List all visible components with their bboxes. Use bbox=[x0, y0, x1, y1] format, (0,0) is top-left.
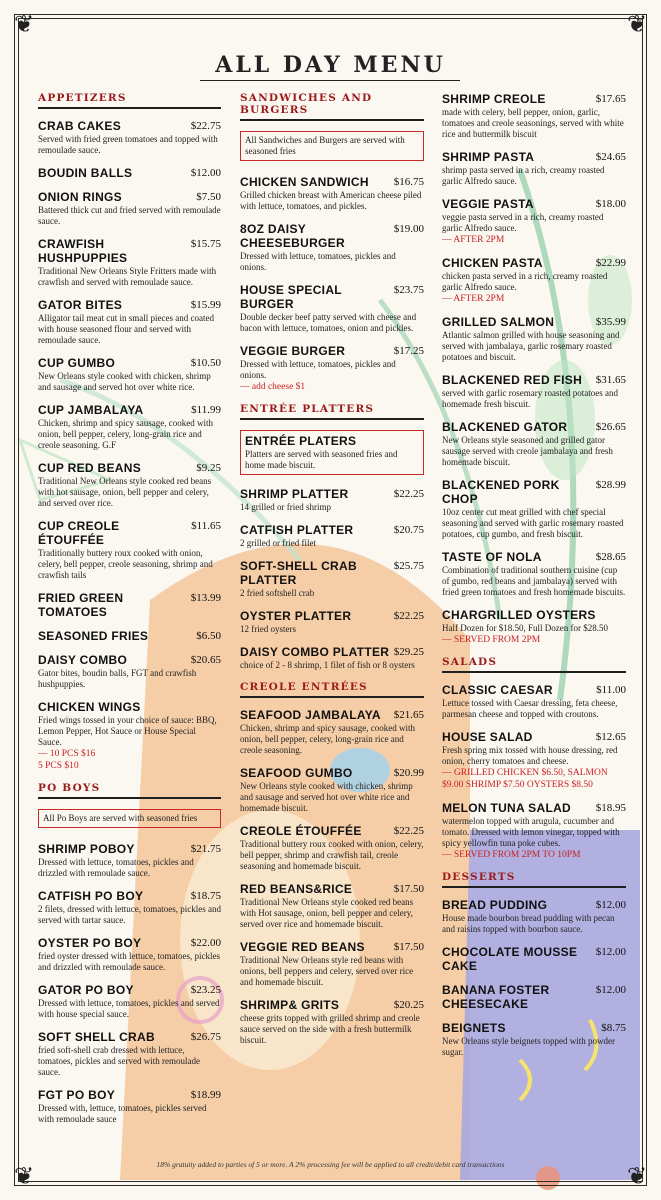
section-heading: SANDWICHES AND BURGERS bbox=[240, 92, 424, 121]
item-description: chicken pasta served in a rich, creamy roasted garlic Alfredo sauce. bbox=[442, 271, 608, 292]
item-note: — SERVED FROM 2PM bbox=[442, 635, 541, 645]
item-header bbox=[38, 461, 221, 475]
item-description: Chicken, shrimp and spicy sausage, cooked with onion, bell pepper, celery, long-grain rice and creole seasoning. G.F bbox=[38, 418, 213, 450]
item-header bbox=[240, 344, 424, 358]
item-header bbox=[240, 175, 424, 189]
item-name: VEGGIE BURGER bbox=[240, 344, 346, 358]
item-header bbox=[38, 356, 221, 370]
item-price: $20.65 bbox=[190, 654, 221, 666]
item-description: New Orleans style beignets topped with powder sugar. bbox=[442, 1036, 615, 1057]
item-header bbox=[240, 645, 424, 659]
item-name: VEGGIE PASTA bbox=[442, 197, 534, 211]
item-header bbox=[240, 222, 424, 250]
item-name: BANANA FOSTER CHEESECAKE bbox=[442, 983, 550, 1011]
item-header bbox=[442, 92, 626, 106]
item-note: — GRILLED CHICKEN $6.50, SALMON $9.00 SHRIMP $7.50 OYSTERS $8.50 bbox=[442, 768, 608, 790]
menu-item bbox=[38, 166, 221, 180]
item-name: SEASONED FRIES bbox=[38, 629, 149, 643]
item-description: House made bourbon bread pudding with pecan and raisins topped with bourbon sauce. bbox=[442, 913, 615, 934]
item-price: $10.50 bbox=[190, 357, 221, 369]
footer-note: 18% gratuity added to parties of 5 or more. A 2% processing fee will be applied to all credit/debit card transactions bbox=[156, 1160, 505, 1169]
item-note: — 10 PCS $16 bbox=[38, 749, 96, 759]
item-description: Half Dozen for $18.50, Full Dozen for $28.50 bbox=[442, 623, 608, 633]
item-description: New Orleans style cooked with chicken, shrimp and sausage and served hot over white rice and homemade biscuit. bbox=[240, 781, 413, 813]
item-name: BLACKENED GATOR bbox=[442, 420, 568, 434]
item-name: CUP CREOLE ÉTOUFFÉE bbox=[38, 519, 120, 547]
item-header bbox=[442, 315, 626, 329]
item-name: CHICKEN PASTA bbox=[442, 256, 543, 270]
item-price: $9.25 bbox=[196, 462, 221, 474]
item-name: CHICKEN WINGS bbox=[38, 700, 141, 714]
item-price: $15.75 bbox=[190, 238, 221, 250]
item-description: Traditionally buttery roux cooked with onion, celery, bell pepper, creole seasoning, shrimp and crawfish tails bbox=[38, 548, 213, 580]
item-header bbox=[38, 629, 221, 643]
menu-item bbox=[240, 283, 424, 334]
item-header bbox=[38, 591, 221, 619]
item-name: HOUSE SPECIAL BURGER bbox=[240, 283, 342, 311]
item-name: CATFISH PO BOY bbox=[38, 889, 144, 903]
item-description: Dressed with lettuce, tomatoes, pickles and drizzled with remoulade sauce. bbox=[38, 857, 194, 878]
item-header bbox=[442, 1021, 626, 1035]
section-heading: ENTRÉE PLATTERS bbox=[240, 403, 424, 420]
menu-item bbox=[442, 683, 626, 720]
item-price: $23.25 bbox=[190, 984, 221, 996]
item-header bbox=[240, 998, 424, 1012]
menu-item bbox=[442, 197, 626, 246]
item-price: $22.99 bbox=[595, 257, 626, 269]
item-description: fried oyster dressed with lettuce, tomatoes, pickles and drizzled with remoulade sauce. bbox=[38, 951, 220, 972]
item-name: CUP GUMBO bbox=[38, 356, 116, 370]
menu-section bbox=[240, 92, 424, 393]
menu-item bbox=[240, 175, 424, 212]
item-description: 2 fried softshell crab bbox=[240, 588, 315, 598]
menu-item bbox=[442, 945, 626, 973]
menu-item bbox=[240, 645, 424, 671]
item-description: cheese grits topped with grilled shrimp and creole sauce served on the side with a fresh buttermilk biscuit. bbox=[240, 1013, 420, 1045]
item-name: CRAWFISH HUSHPUPPIES bbox=[38, 237, 128, 265]
item-header bbox=[442, 983, 626, 1011]
menu-item bbox=[38, 461, 221, 509]
item-header bbox=[38, 166, 221, 180]
item-price: $35.99 bbox=[595, 316, 626, 328]
menu-title: ALL DAY MENU bbox=[215, 52, 446, 78]
item-description: Gator bites, boudin balls, FGT and crawfish hushpuppies. bbox=[38, 668, 197, 689]
item-name: SHRIMP PLATTER bbox=[240, 487, 349, 501]
item-price: $18.95 bbox=[595, 802, 626, 814]
item-price: $11.99 bbox=[191, 404, 221, 416]
item-price: $16.75 bbox=[393, 176, 424, 188]
item-name: SEAFOOD GUMBO bbox=[240, 766, 353, 780]
item-header bbox=[240, 559, 424, 587]
item-name: DAISY COMBO PLATTER bbox=[240, 645, 390, 659]
menu-item bbox=[442, 801, 626, 861]
item-description: 14 grilled or fried shrimp bbox=[240, 502, 331, 512]
item-header bbox=[38, 889, 221, 903]
menu-item bbox=[442, 608, 626, 646]
item-price: $12.00 bbox=[190, 167, 221, 179]
item-header bbox=[38, 936, 221, 950]
item-price: $22.25 bbox=[393, 825, 424, 837]
item-price: $17.65 bbox=[595, 93, 626, 105]
menu-item bbox=[38, 356, 221, 393]
item-header bbox=[240, 523, 424, 537]
menu-item bbox=[38, 983, 221, 1020]
menu-section bbox=[38, 92, 221, 772]
menu-item bbox=[240, 609, 424, 635]
item-name: BLACKENED PORK CHOP bbox=[442, 478, 560, 506]
item-header bbox=[38, 700, 221, 714]
menu-item bbox=[442, 315, 626, 363]
menu-item bbox=[240, 222, 424, 273]
item-price: $28.99 bbox=[595, 479, 626, 491]
item-header bbox=[442, 730, 626, 744]
item-description: watermelon topped with arugula, cucumber and tomato. Dressed with lemon vinegar, topped with spicy yellowfin tuna poke cubes. bbox=[442, 816, 620, 848]
item-description: Chicken, shrimp and spicy sausage, cooked with onion, bell pepper, celery, long-grain rice and creole seasoning. bbox=[240, 723, 415, 755]
item-name: SHRIMP& GRITS bbox=[240, 998, 340, 1012]
item-header bbox=[38, 653, 221, 667]
menu-item bbox=[38, 653, 221, 690]
item-price: $15.99 bbox=[190, 299, 221, 311]
item-note: — AFTER 2PM bbox=[442, 235, 505, 245]
item-description: Lettuce tossed with Caesar dressing, feta cheese, parmesan cheese and topped with croutons. bbox=[442, 698, 618, 719]
menu-item bbox=[240, 559, 424, 599]
item-price: $22.75 bbox=[190, 120, 221, 132]
menu-section bbox=[240, 681, 424, 1046]
item-header bbox=[38, 1030, 221, 1044]
menu-item bbox=[38, 889, 221, 926]
section-heading: DESSERTS bbox=[442, 871, 626, 888]
menu-item bbox=[442, 373, 626, 410]
menu-section bbox=[240, 403, 424, 671]
item-price: $17.25 bbox=[393, 345, 424, 357]
item-name: CUP JAMBALAYA bbox=[38, 403, 144, 417]
item-description: Served with fried green tomatoes and topped with remoulade sauce. bbox=[38, 134, 218, 155]
item-description: Traditional New Orleans style cooked red beans with hot sausage, onion, bell pepper and celery, and served over rice. bbox=[38, 476, 212, 508]
item-description: Fried wings tossed in your choice of sauce: BBQ, Lemon Pepper, Hot Sauce or House Special Sauce. bbox=[38, 715, 217, 747]
item-name: SOFT-SHELL CRAB PLATTER bbox=[240, 559, 357, 587]
menu-item bbox=[38, 237, 221, 288]
item-price: $18.99 bbox=[190, 1089, 221, 1101]
item-name: BOUDIN BALLS bbox=[38, 166, 133, 180]
corner-ornament-icon: ❦ bbox=[13, 10, 35, 38]
section-heading: CREOLE ENTRÉES bbox=[240, 681, 424, 698]
item-price: $20.25 bbox=[393, 999, 424, 1011]
item-name: RED BEANS&RICE bbox=[240, 882, 353, 896]
item-name: SOFT SHELL CRAB bbox=[38, 1030, 155, 1044]
menu-item bbox=[442, 478, 626, 540]
item-price: $11.65 bbox=[191, 520, 221, 532]
item-description: Traditional New Orleans style cooked red beans with Hot sausage, onion, bell pepper and celery, served over rice and homemade biscuit. bbox=[240, 897, 414, 929]
item-header bbox=[442, 550, 626, 564]
item-note: — AFTER 2PM bbox=[442, 294, 505, 304]
item-header bbox=[240, 940, 424, 954]
item-price: $21.65 bbox=[393, 709, 424, 721]
item-name: BEIGNETS bbox=[442, 1021, 506, 1035]
item-name: MELON TUNA SALAD bbox=[442, 801, 572, 815]
item-header bbox=[38, 403, 221, 417]
item-description: Atlantic salmon grilled with house seasoning and served with jambalaya, garlic rosemary roasted potatoes and biscuit. bbox=[442, 330, 620, 362]
item-description: Double decker beef patty served with cheese and bacon with lettuce, tomatoes, onion and pickles. bbox=[240, 312, 417, 333]
item-header bbox=[38, 237, 221, 265]
menu-item bbox=[442, 550, 626, 598]
menu-item bbox=[240, 824, 424, 872]
menu-item bbox=[240, 882, 424, 930]
item-price: $17.50 bbox=[393, 941, 424, 953]
item-name: CLASSIC CAESAR bbox=[442, 683, 553, 697]
menu-item bbox=[240, 998, 424, 1046]
item-name: DAISY COMBO bbox=[38, 653, 128, 667]
item-description: New Orleans style seasoned and grilled gator sausage served with creole jambalaya and fresh homemade biscuit. bbox=[442, 435, 613, 467]
menu-item bbox=[240, 766, 424, 814]
item-header bbox=[442, 608, 626, 622]
section-heading: PO BOYS bbox=[38, 782, 221, 799]
item-price: $28.65 bbox=[595, 551, 626, 563]
menu-section bbox=[442, 92, 626, 646]
item-description: Dressed with lettuce, tomatoes, pickles and onions. bbox=[240, 359, 396, 380]
menu-item bbox=[442, 1021, 626, 1058]
menu-item bbox=[38, 629, 221, 643]
item-header bbox=[442, 197, 626, 211]
menu-item bbox=[38, 1088, 221, 1125]
item-note: — SERVED FROM 2PM TO 10PM bbox=[442, 850, 581, 860]
item-name: FGT PO BOY bbox=[38, 1088, 116, 1102]
corner-ornament-icon: ❦ bbox=[626, 10, 648, 38]
item-header bbox=[442, 420, 626, 434]
item-name: VEGGIE RED BEANS bbox=[240, 940, 365, 954]
item-header bbox=[240, 824, 424, 838]
menu-item bbox=[442, 150, 626, 187]
item-name: CHARGRILLED OYSTERS bbox=[442, 608, 596, 622]
item-header bbox=[38, 298, 221, 312]
item-price: $31.65 bbox=[595, 374, 626, 386]
item-description: Battered thick cut and fried served with remoulade sauce. bbox=[38, 205, 221, 226]
item-price: $21.75 bbox=[190, 843, 221, 855]
item-name: CATFISH PLATTER bbox=[240, 523, 354, 537]
menu-item bbox=[442, 256, 626, 305]
item-price: $18.00 bbox=[595, 198, 626, 210]
item-header bbox=[442, 801, 626, 815]
section-heading: APPETIZERS bbox=[38, 92, 221, 109]
item-description: fried soft-shell crab dressed with lettuce, tomatoes, pickles and served with remoulade sauce. bbox=[38, 1045, 200, 1077]
item-header bbox=[442, 898, 626, 912]
menu-item bbox=[442, 420, 626, 468]
item-header bbox=[442, 478, 626, 506]
item-description: Dressed with lettuce, tomatoes, pickles and onions. bbox=[240, 251, 396, 272]
item-name: GRILLED SALMON bbox=[442, 315, 555, 329]
corner-ornament-icon: ❦ bbox=[626, 1162, 648, 1190]
item-price: $19.00 bbox=[393, 223, 424, 235]
item-description: Fresh spring mix tossed with house dressing, red onion, cherry tomatoes and cheese. bbox=[442, 745, 618, 766]
item-description: New Orleans style cooked with chicken, shrimp and sausage and served hot over white rice. bbox=[38, 371, 211, 392]
item-price: $29.25 bbox=[393, 646, 424, 658]
item-price: $20.75 bbox=[393, 524, 424, 536]
menu-column-1 bbox=[38, 92, 221, 1135]
menu-section bbox=[38, 782, 221, 1125]
item-price: $17.50 bbox=[393, 883, 424, 895]
item-description: 2 filets, dressed with lettuce, tomatoes, pickles and served with tartar sauce. bbox=[38, 904, 221, 925]
item-price: $7.50 bbox=[196, 191, 221, 203]
item-name: SHRIMP PASTA bbox=[442, 150, 535, 164]
menu-item bbox=[240, 487, 424, 513]
menu-item bbox=[442, 730, 626, 791]
item-name: OYSTER PO BOY bbox=[38, 936, 142, 950]
item-description: Platters are served with seasoned fries and home made biscuit. bbox=[245, 449, 398, 470]
item-description: veggie pasta served in a rich, creamy roasted garlic Alfredo sauce. bbox=[442, 212, 604, 233]
item-header bbox=[442, 945, 626, 973]
item-description: Dressed with, lettuce, tomatoes, pickles served with remoulade sauce bbox=[38, 1103, 207, 1124]
corner-ornament-icon: ❦ bbox=[13, 1162, 35, 1190]
menu-section bbox=[442, 871, 626, 1058]
menu-item bbox=[38, 842, 221, 879]
item-price: $25.75 bbox=[393, 560, 424, 572]
item-name: GATOR PO BOY bbox=[38, 983, 134, 997]
item-header bbox=[240, 283, 424, 311]
item-description: choice of 2 - 8 shrimp, 1 filet of fish or 8 oysters bbox=[240, 660, 415, 670]
menu-item bbox=[240, 344, 424, 393]
item-header bbox=[442, 373, 626, 387]
section-info-box bbox=[240, 430, 424, 475]
item-price: $22.00 bbox=[190, 937, 221, 949]
item-name: OYSTER PLATTER bbox=[240, 609, 352, 623]
item-note: — add cheese $1 bbox=[240, 382, 306, 392]
item-header bbox=[38, 1088, 221, 1102]
menu-item bbox=[442, 983, 626, 1011]
item-price: $26.75 bbox=[190, 1031, 221, 1043]
menu-section bbox=[442, 656, 626, 861]
item-name: CHOCOLATE MOUSSE CAKE bbox=[442, 945, 578, 973]
menu-item bbox=[38, 936, 221, 973]
title-divider bbox=[200, 80, 460, 81]
item-name: SHRIMP POBOY bbox=[38, 842, 135, 856]
item-header bbox=[38, 519, 221, 547]
item-header bbox=[38, 842, 221, 856]
item-name: BREAD PUDDING bbox=[442, 898, 548, 912]
item-price: $12.00 bbox=[595, 946, 626, 958]
item-header bbox=[240, 882, 424, 896]
menu-item bbox=[38, 519, 221, 581]
menu-item bbox=[240, 523, 424, 549]
item-header bbox=[38, 983, 221, 997]
menu-item bbox=[240, 708, 424, 756]
item-note: 5 PCS $10 bbox=[38, 761, 79, 771]
item-header bbox=[442, 256, 626, 270]
item-price: $26.65 bbox=[595, 421, 626, 433]
item-name: SEAFOOD JAMBALAYA bbox=[240, 708, 381, 722]
section-note: All Po Boys are served with seasoned fries bbox=[38, 809, 221, 828]
item-name: BLACKENED RED FISH bbox=[442, 373, 583, 387]
item-header bbox=[38, 119, 221, 133]
menu-item bbox=[442, 898, 626, 935]
section-heading: SALADS bbox=[442, 656, 626, 673]
item-description: Alligator tail meat cut in small pieces and coated with house seasoned flour and served with remoulade sauce. bbox=[38, 313, 214, 345]
section-note: All Sandwiches and Burgers are served with seasoned fries bbox=[240, 131, 424, 161]
item-description: 10oz center cut meat grilled with chef special seasoning and served with garlic rosemary roasted potatoes, cup gumbo, and fresh biscuit. bbox=[442, 507, 624, 539]
item-price: $18.75 bbox=[190, 890, 221, 902]
item-name: CHICKEN SANDWICH bbox=[240, 175, 369, 189]
item-description: Traditional buttery roux cooked with onion, celery, bell pepper, shrimp and crawfish tail, creole seasoning and homemade biscuit. bbox=[240, 839, 424, 871]
menu-item bbox=[38, 298, 221, 346]
item-name: FRIED GREEN TOMATOES bbox=[38, 591, 124, 619]
item-name: SHRIMP CREOLE bbox=[442, 92, 546, 106]
item-header bbox=[240, 766, 424, 780]
item-description: Grilled chicken breast with American cheese piled with lettuce, tomatoes, and pickles. bbox=[240, 190, 422, 211]
item-header bbox=[442, 150, 626, 164]
item-header bbox=[240, 609, 424, 623]
item-price: $12.65 bbox=[595, 731, 626, 743]
menu-column-2 bbox=[240, 92, 424, 1056]
menu-item bbox=[38, 1030, 221, 1078]
item-name: CUP RED BEANS bbox=[38, 461, 142, 475]
item-price: $23.75 bbox=[393, 284, 424, 296]
item-name: ONION RINGS bbox=[38, 190, 122, 204]
item-price: $20.99 bbox=[393, 767, 424, 779]
item-price: $24.65 bbox=[595, 151, 626, 163]
item-price: $22.25 bbox=[393, 488, 424, 500]
menu-item bbox=[38, 591, 221, 619]
menu-item bbox=[38, 403, 221, 451]
item-description: served with garlic rosemary roasted potatoes and homemade fresh biscuit. bbox=[442, 388, 618, 409]
item-name: 8OZ DAISY CHEESEBURGER bbox=[240, 222, 345, 250]
item-price: $12.00 bbox=[595, 984, 626, 996]
item-price: $11.00 bbox=[596, 684, 626, 696]
menu-item bbox=[38, 190, 221, 227]
item-price: $8.75 bbox=[601, 1022, 626, 1034]
item-name: HOUSE SALAD bbox=[442, 730, 533, 744]
item-price: $6.50 bbox=[196, 630, 221, 642]
menu-item bbox=[442, 92, 626, 140]
item-price: $12.00 bbox=[595, 899, 626, 911]
item-price: $22.25 bbox=[393, 610, 424, 622]
item-description: Dressed with lettuce, tomatoes, pickles and served with house special sauce. bbox=[38, 998, 220, 1019]
item-price: $13.99 bbox=[190, 592, 221, 604]
item-description: made with celery, bell pepper, onion, garlic, tomatoes and creole seasonings, served with white rice and buttermilk biscuit bbox=[442, 107, 624, 139]
item-name: ENTRÉE PLATERS bbox=[245, 434, 357, 448]
menu-item bbox=[240, 940, 424, 988]
item-description: shrimp pasta served in a rich, creamy roasted garlic Alfredo sauce. bbox=[442, 165, 605, 186]
item-description: Combination of traditional southern cuisine (cup of gumbo, red beans and jambalaya) served with fried green tomatoes and fresh homemade biscuits. bbox=[442, 565, 626, 597]
item-header bbox=[240, 708, 424, 722]
item-header bbox=[240, 487, 424, 501]
item-header bbox=[442, 683, 626, 697]
item-name: CREOLE ÉTOUFFÉE bbox=[240, 824, 362, 838]
item-description: Traditional New Orleans Style Fritters made with crawfish and served with remoulade sauce. bbox=[38, 266, 217, 287]
item-description: Traditional New Orleans style red beans with onions, bell peppers and celery, served over rice and homemade biscuit. bbox=[240, 955, 414, 987]
menu-column-3 bbox=[442, 92, 626, 1068]
menu-item bbox=[38, 700, 221, 772]
item-name: GATOR BITES bbox=[38, 298, 123, 312]
item-name: TASTE OF NOLA bbox=[442, 550, 542, 564]
item-description: 12 fried oysters bbox=[240, 624, 296, 634]
item-name: CRAB CAKES bbox=[38, 119, 122, 133]
menu-item bbox=[38, 119, 221, 156]
item-description: 2 grilled or fried filet bbox=[240, 538, 316, 548]
item-header bbox=[38, 190, 221, 204]
